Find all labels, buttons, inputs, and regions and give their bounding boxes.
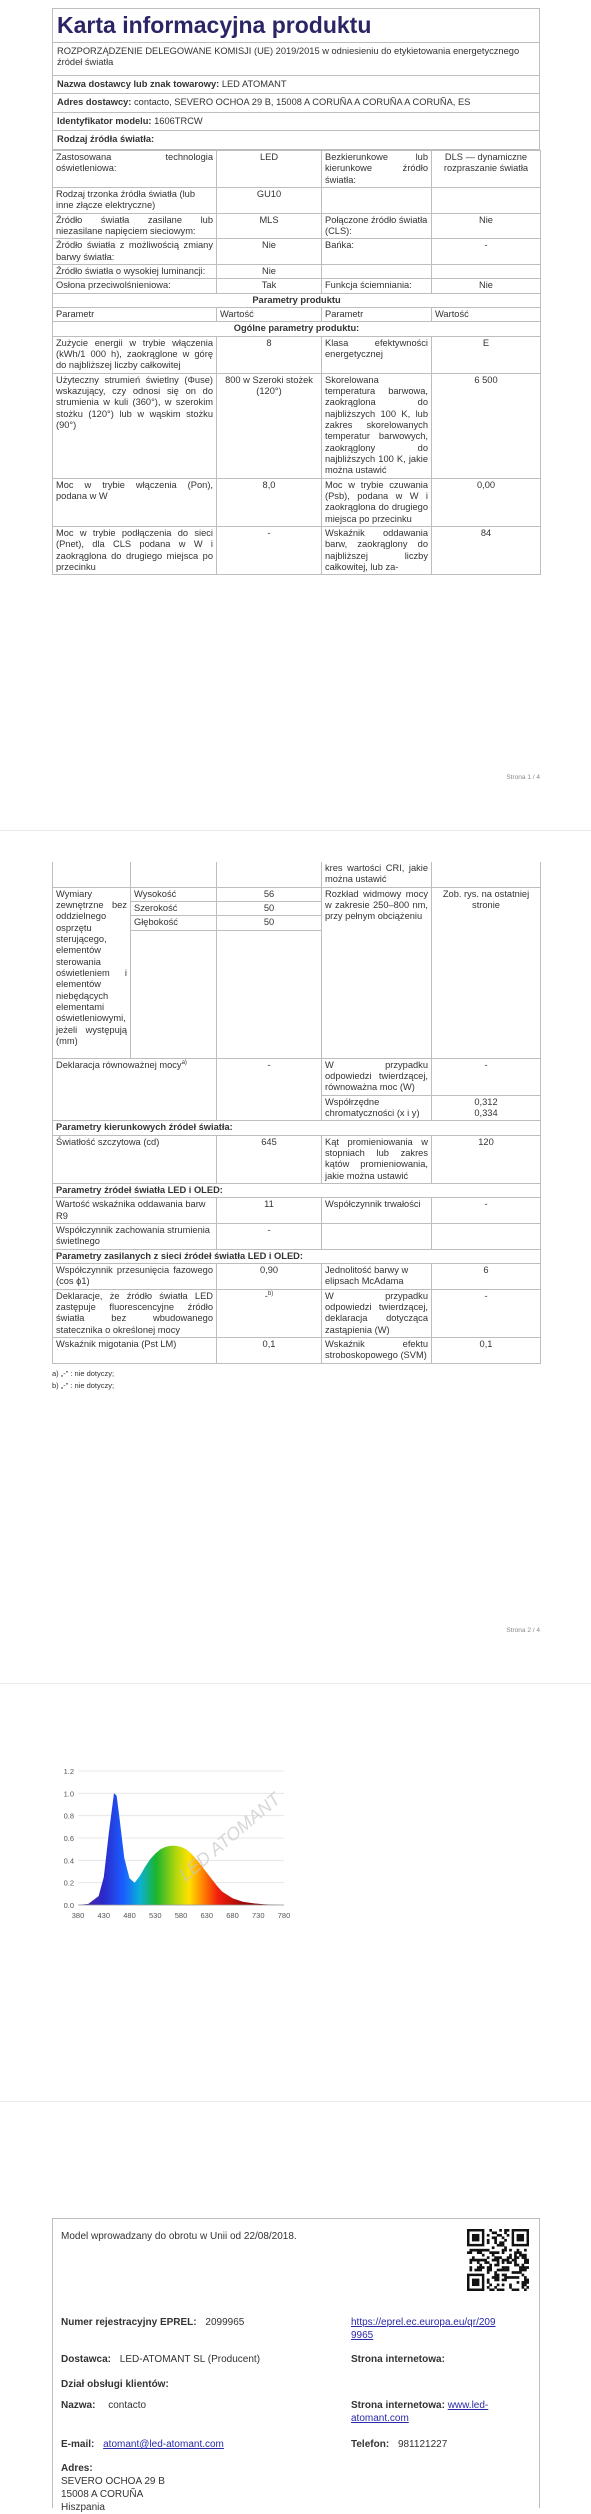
- dimmable-value: Nie: [432, 279, 541, 293]
- model-label: Identyfikator modelu:: [57, 115, 152, 126]
- site-label: Strona internetowa:: [351, 2400, 445, 2411]
- eprel-link[interactable]: https://eprel.ec.europa.eu/qr/2099965: [351, 2317, 496, 2341]
- model-row: [52, 113, 540, 132]
- website-label: Strona internetowa:: [351, 2354, 445, 2365]
- col-value: Wartość: [217, 307, 322, 321]
- technology-value: LED: [217, 151, 322, 188]
- table-row: [53, 478, 541, 526]
- envelope-value: -: [432, 239, 541, 265]
- col-param: Parametr: [53, 307, 217, 321]
- power-factor-value: 0,90: [217, 1263, 322, 1289]
- customer-service-label: Dział obsługi klientów:: [61, 2379, 169, 2390]
- anti-glare-value: Tak: [217, 279, 322, 293]
- replacement-yes-label: W przypadku odpowiedzi twierdzącej, deklaracja dotycząca zastąpienia (W): [322, 1289, 432, 1337]
- cri-label: Wskaźnik oddawania barw, zaokrąglony do najbliższej liczby całkowitej, lub za-: [322, 526, 432, 574]
- colour-tunable-value: Nie: [217, 239, 322, 265]
- supplier-name-label: Nazwa dostawcy lub znak towarowy:: [57, 78, 220, 89]
- svm-label: Wskaźnik efektu stroboskopowego (SVM): [322, 1337, 432, 1363]
- svm-value: 0,1: [432, 1337, 541, 1363]
- energy-consumption-value: 8: [217, 336, 322, 373]
- peak-intensity-label: Światłość szczytowa (cd): [53, 1135, 217, 1183]
- table-header: [53, 307, 541, 321]
- cct-value: 6 500: [432, 373, 541, 478]
- page-separator: [0, 830, 591, 831]
- cls-label: Połączone źródło światła (CLS):: [322, 213, 432, 239]
- led-oled-heading: Parametry źródeł światła LED i OLED:: [53, 1183, 541, 1197]
- height-value: 56: [217, 887, 322, 901]
- name-value: contacto: [108, 2400, 147, 2411]
- address-line: 15008 A CORUÑA: [61, 2489, 144, 2500]
- supplier-value: LED-ATOMANT SL (Producent): [119, 2354, 261, 2365]
- table-row: [53, 526, 541, 574]
- table-row: [53, 239, 541, 265]
- spectral-value: Zob. rys. na ostatniej stronie: [432, 887, 541, 1058]
- phone-label: Telefon:: [351, 2439, 390, 2450]
- contact-name-row: [61, 2400, 146, 2413]
- phone-value: 981121227: [397, 2439, 448, 2450]
- col-value: Wartość: [432, 307, 541, 321]
- page-1: [52, 8, 540, 575]
- beam-angle-value: 120: [432, 1135, 541, 1183]
- regulation-text: ROZPORZĄDZENIE DELEGOWANE KOMISJI (UE) 2019/2015 w odniesieniu do etykietowania energetycznego źródeł światła: [52, 43, 540, 76]
- anti-glare-label: Osłona przeciwolśnieniowa:: [53, 279, 217, 293]
- table-row: [53, 213, 541, 239]
- table-row: [53, 1223, 541, 1249]
- params-table-continued: [52, 862, 541, 1364]
- peak-intensity-value: 645: [217, 1135, 322, 1183]
- replacement-value: -$^{b)}$: [217, 1289, 322, 1337]
- mains-value: MLS: [217, 213, 322, 239]
- x-tick-label: 430: [97, 1911, 111, 1920]
- table-row: [53, 1135, 541, 1183]
- supplier-label: Dostawca:: [61, 2354, 112, 2365]
- chromaticity-label: Współrzędne chromatyczności (x i y): [322, 1095, 432, 1121]
- y-tick-label: 0.2: [63, 1878, 74, 1888]
- table-row: [53, 336, 541, 373]
- eprel-row: [61, 2317, 244, 2330]
- y-tick-label: 1.2: [63, 1767, 74, 1776]
- name-label: Nazwa:: [61, 2400, 96, 2411]
- x-tick-label: 480: [123, 1911, 136, 1920]
- cct-label: Skorelowana temperatura barwowa, zaokrąglona do najbliższych 100 K, lub zakres skorelowanych temperatur barwowych, zaokrąglony do najbliższych 100 K, jakie można ustawić: [322, 373, 432, 478]
- watermark-text: LED ATOMANT: [175, 1788, 285, 1886]
- equiv-power-value: -: [217, 1058, 322, 1121]
- replacement-yes-value: -: [432, 1289, 541, 1337]
- standby-power-value: 0,00: [432, 478, 541, 526]
- page-number: Strona 1 / 4: [506, 774, 540, 781]
- replacement-label: Deklaracje, że źródło światła LED zastępuje fluorescencyjne źródło światła bez wbudowanego statecznika o określonej mocy: [53, 1289, 217, 1337]
- survival-value: -: [432, 1198, 541, 1224]
- colour-consistency-value: 6: [432, 1263, 541, 1289]
- cap-value: GU10: [217, 188, 322, 214]
- spectral-label: Rozkład widmowy mocy w zakresie 250–800 nm, przy pełnym obciążeniu: [322, 887, 432, 1058]
- table-row: [53, 1263, 541, 1289]
- x-tick-label: 680: [226, 1911, 239, 1920]
- cls-value: Nie: [432, 213, 541, 239]
- address-label: Adres:: [61, 2463, 93, 2474]
- y-tick-label: 0.0: [63, 1901, 74, 1910]
- supplier-name-row: [52, 76, 540, 95]
- spectral-chart: [52, 1765, 302, 1925]
- cap-label: Rodzaj trzonka źródła światła (lub inne złącze elektryczne): [53, 188, 217, 214]
- envelope-label: Bańka:: [322, 239, 432, 265]
- directional-label: Bezkierunkowe lub kierunkowe źródło światła:: [322, 151, 432, 188]
- email-label: E-mail:: [61, 2439, 95, 2450]
- table-row: [53, 1337, 541, 1363]
- address-line: Hiszpania: [61, 2502, 105, 2513]
- technology-label: Zastosowana technologia oświetleniowa:: [53, 151, 217, 188]
- width-label: Szerokość: [131, 901, 217, 915]
- y-tick-label: 0.8: [63, 1811, 74, 1821]
- luminous-flux-value: 800 w Szeroki stożek (120°): [217, 373, 322, 478]
- page-2: [52, 862, 540, 1392]
- table-row: [53, 1058, 541, 1095]
- dimmable-label: Funkcja ściemniania:: [322, 279, 432, 293]
- eprel-label: Numer rejestracyjny EPREL:: [61, 2317, 197, 2328]
- high-luminance-value: Nie: [217, 264, 322, 278]
- flicker-value: 0,1: [217, 1337, 322, 1363]
- email-row: [61, 2439, 224, 2452]
- address-block: [61, 2462, 165, 2514]
- table-row: [53, 279, 541, 293]
- depth-value: 50: [217, 916, 322, 930]
- standby-power-label: Moc w trybie czuwania (Psb), podana w W i zaokrąglona do drugiego miejsca po przecinku: [322, 478, 432, 526]
- on-mode-power-value: 8,0: [217, 478, 322, 526]
- table-row: [53, 1198, 541, 1224]
- col-param: Parametr: [322, 307, 432, 321]
- table-row: [53, 188, 541, 214]
- network-standby-value: -: [217, 526, 322, 574]
- lumen-maintenance-label: Współczynnik zachowania strumienia świetlnego: [53, 1223, 217, 1249]
- table-row: [53, 373, 541, 478]
- light-source-type-label: Rodzaj źródła światła:: [52, 131, 540, 150]
- table-row: [53, 264, 541, 278]
- depth-label: Głębokość: [131, 916, 217, 930]
- equiv-yes-value: -: [432, 1058, 541, 1095]
- flicker-label: Wskaźnik migotania (Pst LM): [53, 1337, 217, 1363]
- light-source-table: [52, 150, 541, 575]
- page-separator: [0, 1683, 591, 1684]
- table-row: [53, 151, 541, 188]
- chromaticity-value: 0,312 0,334: [432, 1095, 541, 1121]
- x-tick-label: 530: [148, 1911, 162, 1920]
- address-line: SEVERO OCHOA 29 B: [61, 2476, 165, 2487]
- beam-angle-label: Kąt promieniowania w stopniach lub zakres kątów promieniowania, jakie można ustawić: [322, 1135, 432, 1183]
- supplier-address-label: Adres dostawcy:: [57, 97, 132, 108]
- x-tick-label: 730: [251, 1911, 265, 1920]
- equiv-power-label: Deklaracja równoważnej mocy$^{a)}$: [53, 1058, 217, 1121]
- footnote-b: b) „-” : nie dotyczy;: [52, 1380, 115, 1390]
- directional-value: DLS — dynamiczne rozpraszanie światła: [432, 151, 541, 188]
- mains-label: Źródło światła zasilane lub niezasilane napięciem sieciowym:: [53, 213, 217, 239]
- x-tick-label: 580: [174, 1911, 188, 1920]
- directional-heading: Parametry kierunkowych źródeł światła:: [53, 1121, 541, 1135]
- colour-consistency-label: Jednolitość barwy w elipsach McAdama: [322, 1263, 432, 1289]
- network-standby-label: Moc w trybie podłączenia do sieci (Pnet), dla CLS podana w W i zaokrąglona do drugiego miejsca po przecinku: [53, 526, 217, 574]
- dimensions-label: Wymiary zewnętrzne bez oddzielnego osprzętu sterującego, elementów sterowania oświetleniem i elementów niebędących elementami oświetleniowymi, jeżeli występują (mm): [53, 887, 131, 1058]
- survival-label: Współczynnik trwałości: [322, 1198, 432, 1224]
- colour-tunable-label: Źródło światła z możliwością zmiany barwy światła:: [53, 239, 217, 265]
- y-tick-label: 1.0: [63, 1789, 74, 1799]
- energy-consumption-label: Zużycie energii w trybie włączenia (kWh/1 000 h), zaokrąglone w górę do najbliższej liczby całkowitej: [53, 336, 217, 373]
- product-params-heading: Parametry produktu: [53, 293, 541, 307]
- height-label: Wysokość: [131, 887, 217, 901]
- r9-label: Wartość wskaźnika oddawania barw R9: [53, 1198, 217, 1224]
- page-title: Karta informacyjna produktu: [52, 8, 540, 43]
- eprel-number: 2099965: [205, 2317, 245, 2328]
- page-number: Strona 2 / 4: [506, 1627, 540, 1634]
- r9-value: 11: [217, 1198, 322, 1224]
- supplier-name: LED ATOMANT: [221, 78, 287, 89]
- footnote-a: a) „-” : nie dotyczy;: [52, 1368, 115, 1378]
- site-row: [351, 2400, 521, 2425]
- on-mode-power-label: Moc w trybie włączenia (Pon), podana w W: [53, 478, 217, 526]
- site-link[interactable]: www.led-atomant.com: [351, 2400, 489, 2424]
- lumen-maintenance-value: -: [217, 1223, 322, 1249]
- email-link[interactable]: atomant@led-atomant.com: [103, 2439, 224, 2450]
- model-id: 1606TRCW: [154, 115, 203, 126]
- cri-value: 84: [432, 526, 541, 574]
- x-tick-label: 630: [200, 1911, 214, 1920]
- equiv-yes-label: W przypadku odpowiedzi twierdzącej, równoważna moc (W): [322, 1058, 432, 1095]
- x-tick-label: 780: [277, 1911, 291, 1920]
- energy-class-value: E: [432, 336, 541, 373]
- high-luminance-label: Źródło światła o wysokiej luminancji:: [53, 264, 217, 278]
- page-separator: [0, 2101, 591, 2102]
- luminous-flux-label: Użyteczny strumień świetlny (Φuse) wskazujący, czy odnosi się on do strumienia w kuli (360°), w szerokim stożku (120°) lub w wąskim stożku (90°): [53, 373, 217, 478]
- spectral-chart-svg: [52, 1765, 302, 1925]
- table-row: [53, 1289, 541, 1337]
- y-tick-label: 0.6: [63, 1834, 74, 1843]
- supplier-address: contacto, SEVERO OCHOA 29 B, 15008 A CORUÑA A CORUÑA A CORUÑA, ES: [134, 97, 471, 108]
- general-params-heading: Ogólne parametry produktu:: [53, 322, 541, 336]
- y-tick-label: 0.4: [63, 1856, 74, 1866]
- phone-row: [351, 2439, 447, 2452]
- supplier-address-row: [52, 94, 540, 113]
- cri-label-continued: kres wartości CRI, jakie można ustawić: [322, 862, 432, 887]
- x-tick-label: 380: [71, 1911, 85, 1920]
- qr-code: [467, 2229, 529, 2291]
- supplier-row: [61, 2354, 260, 2367]
- width-value: 50: [217, 901, 322, 915]
- table-row: [53, 887, 541, 901]
- energy-class-label: Klasa efektywności energetycznej: [322, 336, 432, 373]
- power-factor-label: Współczynnik przesunięcia fazowego (cos ϕ1): [53, 1263, 217, 1289]
- page-4: [52, 2218, 540, 2513]
- footnotes: [52, 1368, 540, 1392]
- mains-heading: Parametry zasilanych z sieci źródeł światła LED i OLED:: [53, 1249, 541, 1263]
- market-date-text: Model wprowadzany do obrotu w Unii od 22/08/2018.: [61, 2231, 297, 2242]
